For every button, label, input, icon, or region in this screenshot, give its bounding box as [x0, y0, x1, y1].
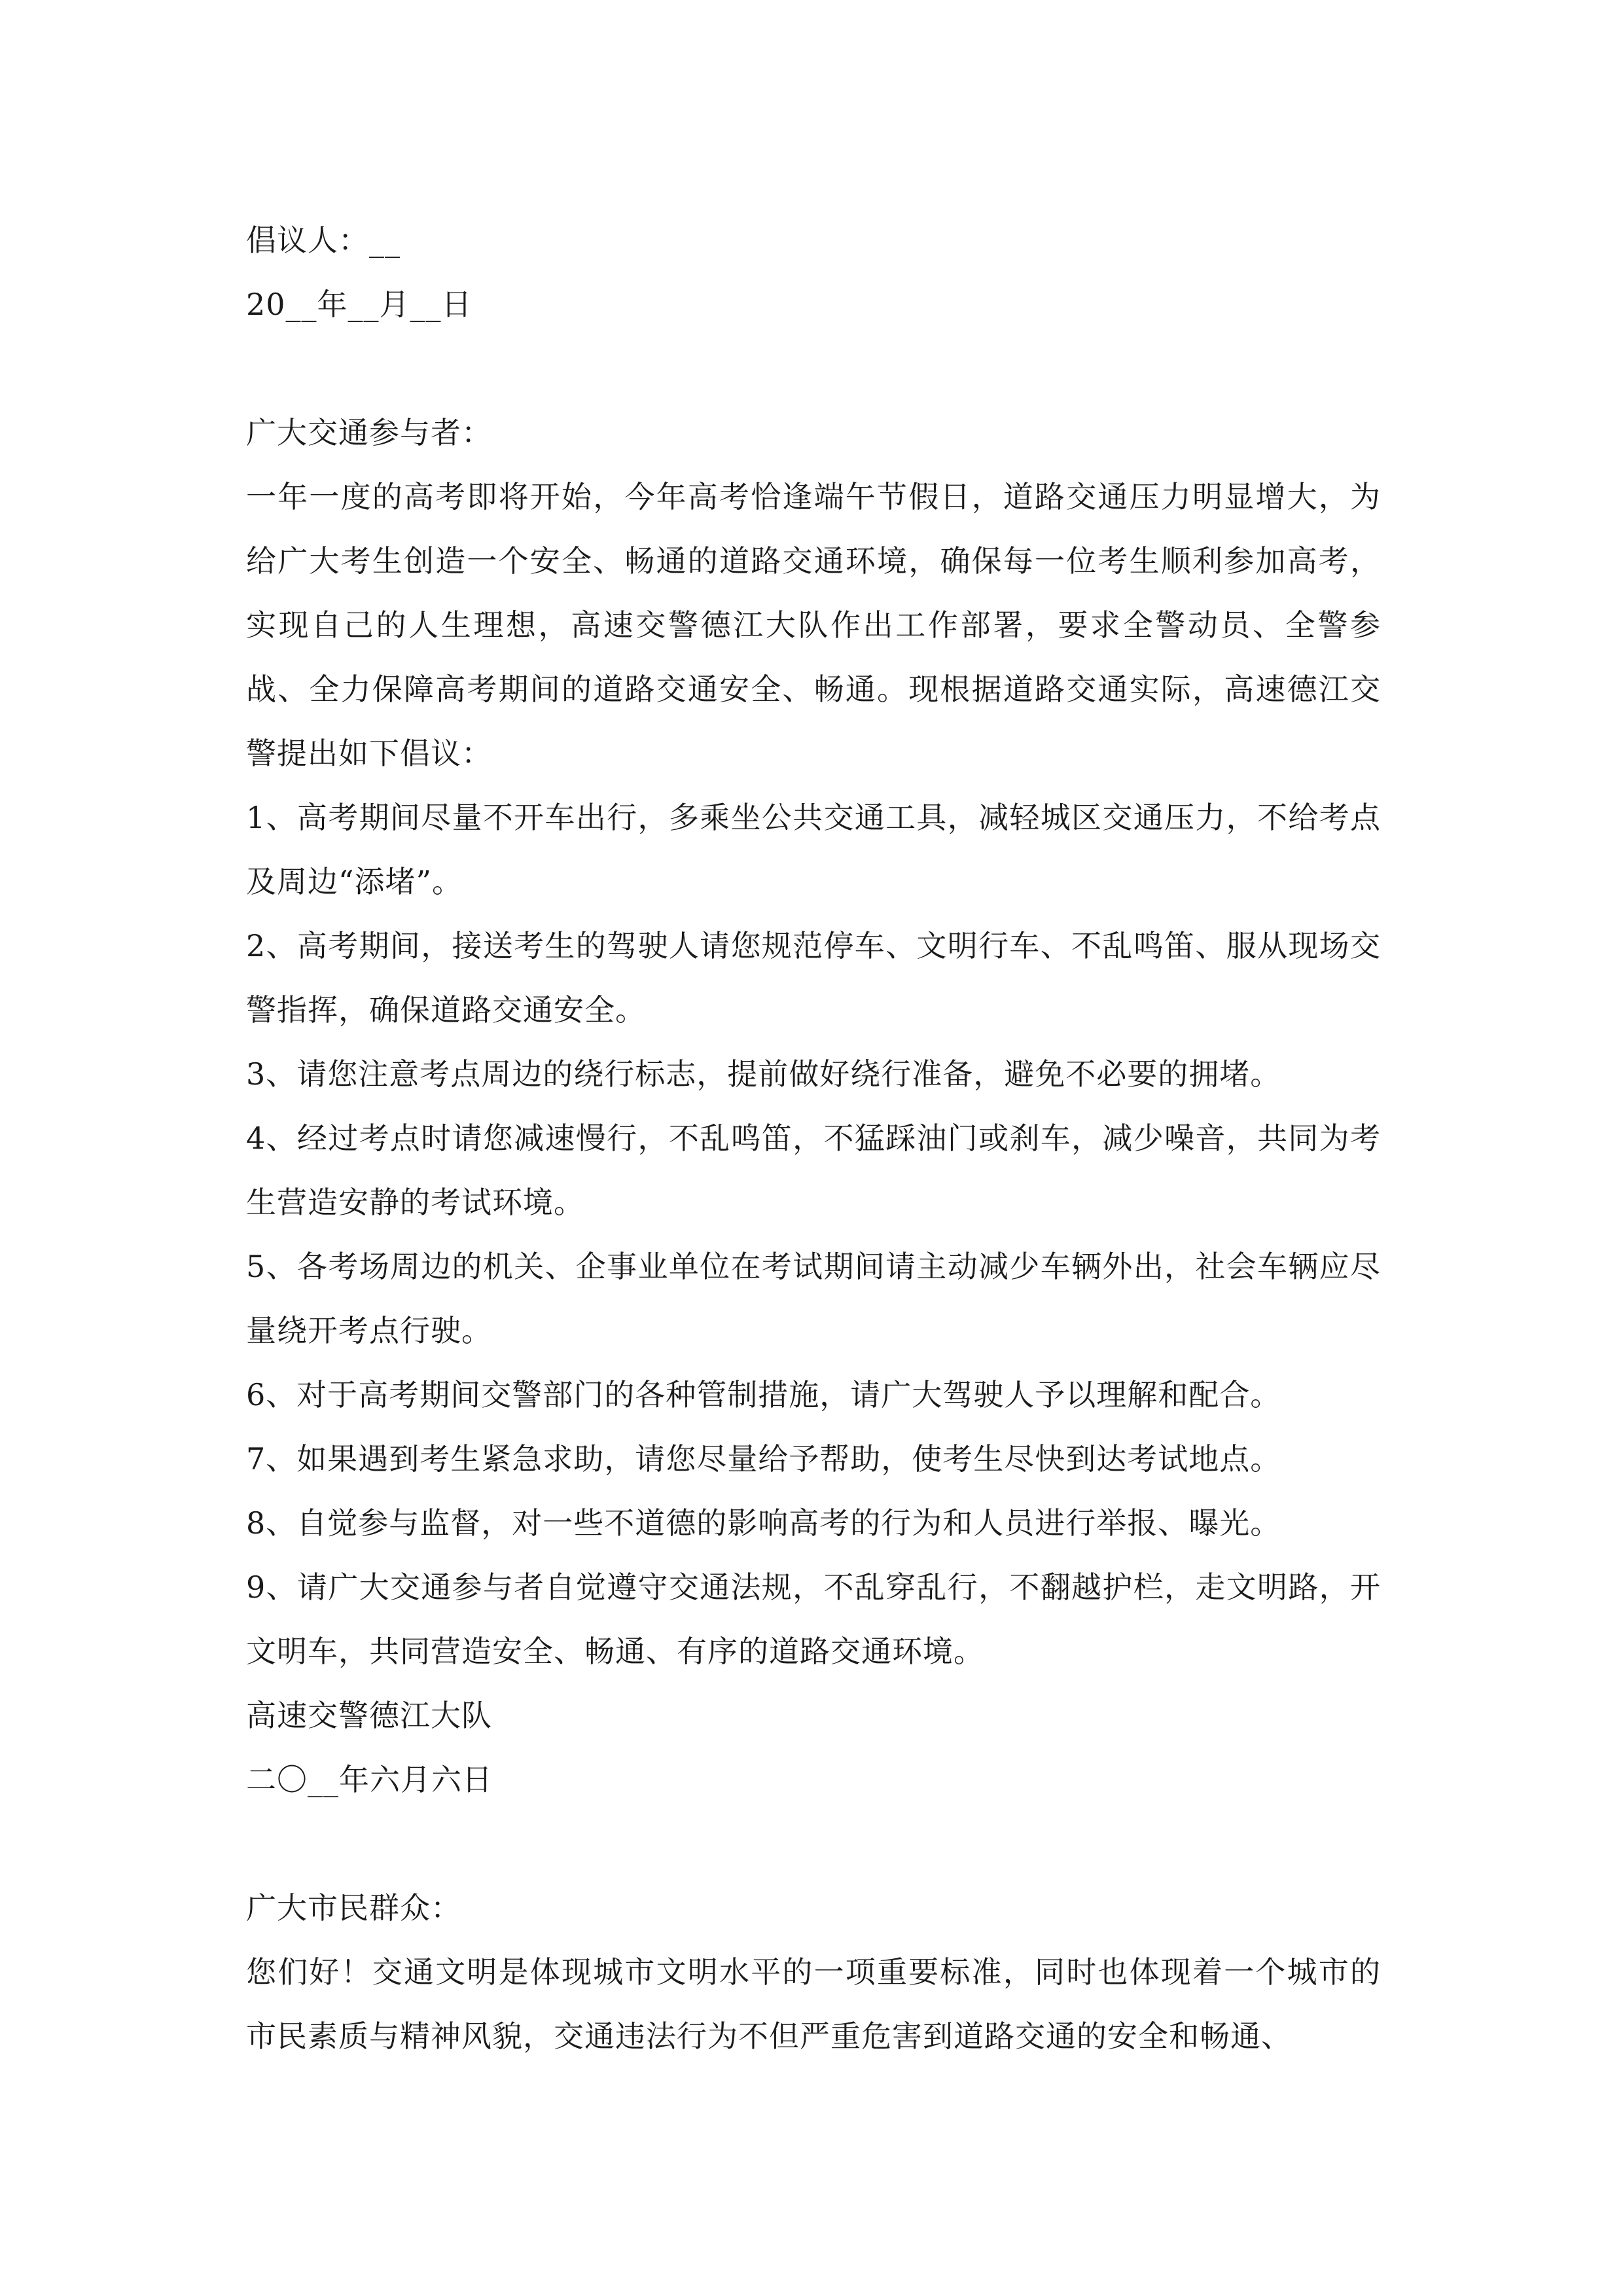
- proposal-item-2: 2、高考期间，接送考生的驾驶人请您规范停车、文明行车、不乱鸣笛、服从现场交警指挥，确保道路交通安全。: [246, 928, 1381, 1028]
- letter-1-date: 二〇__年六月六日: [246, 1762, 493, 1797]
- proposal-item-9: 9、请广大交通参与者自觉遵守交通法规，不乱穿乱行，不翻越护栏，走文明路，开文明车，共同营造安全、畅通、有序的道路交通环境。: [246, 1570, 1381, 1669]
- letter-2-intro: 您们好！交通文明是体现城市文明水平的一项重要标准，同时也体现着一个城市的市民素质与精神风貌，交通违法行为不但严重危害到道路交通的安全和畅通、: [246, 1954, 1381, 2054]
- blank-line: [246, 1812, 1381, 1876]
- proposal-item-8: 8、自觉参与监督，对一些不道德的影响高考的行为和人员进行举报、曝光。: [246, 1505, 1281, 1541]
- letter-1-intro: 一年一度的高考即将开始，今年高考恰逢端午节假日，道路交通压力明显增大，为给广大考生创造一个安全、畅通的道路交通环境，确保每一位考生顺利参加高考，实现自己的人生理想，高速交警德江大队作出工作部署，要求全警动员、全警参战、全力保障高考期间的道路交通安全、畅通。现根据道路交通实际，高速德江交警提出如下倡议：: [246, 479, 1381, 771]
- letter-1-salutation: 广大交通参与者：: [246, 415, 492, 450]
- proposer-line: 倡议人：__: [246, 223, 401, 258]
- letter-2-salutation: 广大市民群众：: [246, 1890, 461, 1926]
- proposal-item-5: 5、各考场周边的机关、企事业单位在考试期间请主动减少车辆外出，社会车辆应尽量绕开考点行驶。: [246, 1249, 1381, 1348]
- blank-line: [246, 336, 1381, 401]
- proposal-item-7: 7、如果遇到考生紧急求助，请您尽量给予帮助，使考生尽快到达考试地点。: [246, 1441, 1281, 1477]
- proposal-date: 20__年__月__日: [246, 287, 473, 322]
- letter-1-signer: 高速交警德江大队: [246, 1698, 492, 1733]
- proposal-item-4: 4、经过考点时请您减速慢行，不乱鸣笛，不猛踩油门或刹车，减少噪音，共同为考生营造安静的考试环境。: [246, 1121, 1381, 1220]
- document-page: [246, 208, 1381, 2068]
- proposal-item-6: 6、对于高考期间交警部门的各种管制措施，请广大驾驶人予以理解和配合。: [246, 1377, 1281, 1412]
- proposal-item-3: 3、请您注意考点周边的绕行标志，提前做好绕行准备，避免不必要的拥堵。: [246, 1056, 1281, 1092]
- proposal-item-1: 1、高考期间尽量不开车出行，多乘坐公共交通工具，减轻城区交通压力，不给考点及周边“添堵”。: [246, 800, 1381, 899]
